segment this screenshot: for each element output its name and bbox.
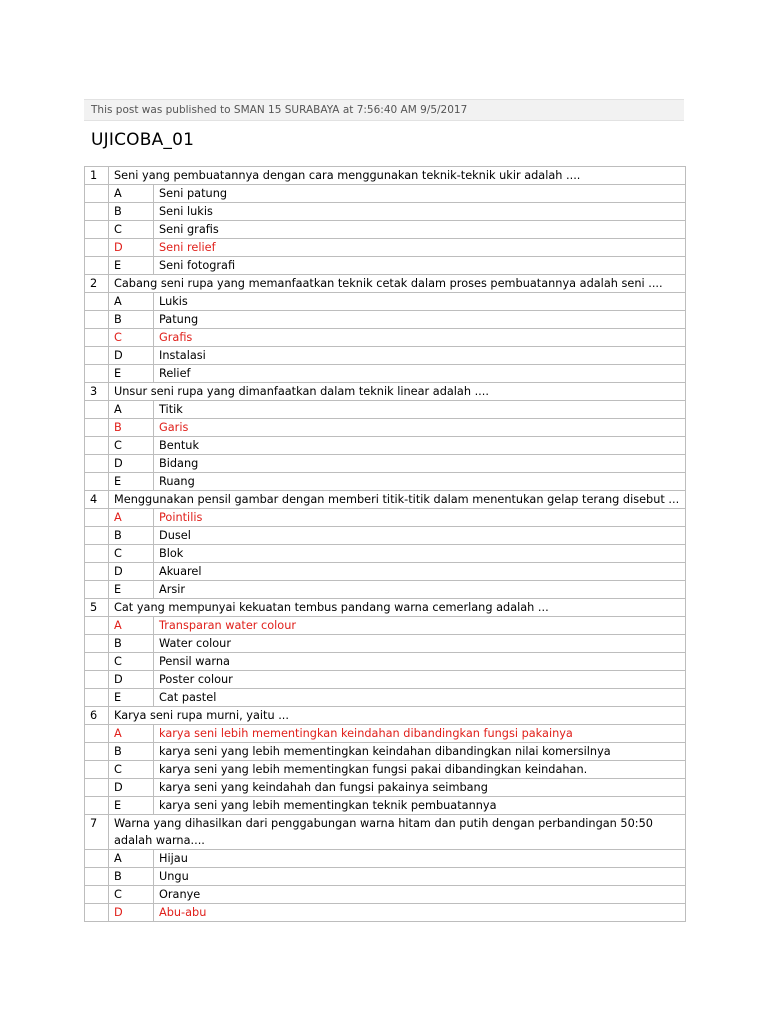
option-text: karya seni yang lebih mementingkan keindahan dibandingkan nilai komersilnya [154, 743, 686, 761]
option-row [85, 850, 686, 868]
option-spacer-cell [85, 257, 109, 275]
option-row-correct [85, 725, 686, 743]
option-text: karya seni yang keindahah dan fungsi pakainya seimbang [154, 779, 686, 797]
option-letter: C [109, 761, 154, 779]
option-letter: D [109, 455, 154, 473]
question-text: Seni yang pembuatannya dengan cara menggunakan teknik-teknik ukir adalah .... [109, 167, 686, 185]
option-spacer-cell [85, 868, 109, 886]
option-spacer-cell [85, 671, 109, 689]
option-spacer-cell [85, 311, 109, 329]
option-text: Lukis [154, 293, 686, 311]
option-text: karya seni yang lebih mementingkan fungsi pakai dibandingkan keindahan. [154, 761, 686, 779]
option-spacer-cell [85, 401, 109, 419]
question-text: Unsur seni rupa yang dimanfaatkan dalam teknik linear adalah .... [109, 383, 686, 401]
option-text: Patung [154, 311, 686, 329]
option-spacer-cell [85, 581, 109, 599]
option-text: Seni grafis [154, 221, 686, 239]
option-row [85, 581, 686, 599]
option-letter: C [109, 886, 154, 904]
question-text: Cat yang mempunyai kekuatan tembus pandang warna cemerlang adalah ... [109, 599, 686, 617]
option-row [85, 635, 686, 653]
option-text: Relief [154, 365, 686, 383]
option-text: Seni patung [154, 185, 686, 203]
question-number: 3 [85, 383, 109, 401]
question-number: 7 [85, 815, 109, 850]
question-number: 5 [85, 599, 109, 617]
option-row [85, 689, 686, 707]
option-letter: A [109, 185, 154, 203]
question-number: 6 [85, 707, 109, 725]
option-letter: C [109, 221, 154, 239]
question-row [85, 491, 686, 509]
option-row [85, 185, 686, 203]
quiz-table-body [85, 167, 686, 922]
option-row-correct [85, 329, 686, 347]
option-spacer-cell [85, 545, 109, 563]
option-spacer-cell [85, 527, 109, 545]
option-spacer-cell [85, 437, 109, 455]
option-row [85, 437, 686, 455]
option-row [85, 671, 686, 689]
option-letter: E [109, 257, 154, 275]
option-spacer-cell [85, 689, 109, 707]
option-text: Transparan water colour [154, 617, 686, 635]
option-letter: B [109, 743, 154, 761]
option-row [85, 365, 686, 383]
option-spacer-cell [85, 743, 109, 761]
option-row [85, 868, 686, 886]
option-spacer-cell [85, 797, 109, 815]
option-spacer-cell [85, 509, 109, 527]
option-letter: A [109, 401, 154, 419]
question-number: 2 [85, 275, 109, 293]
option-row [85, 886, 686, 904]
question-row [85, 599, 686, 617]
option-letter: B [109, 311, 154, 329]
document-title: UJICOBA_01 [91, 130, 195, 150]
option-text: Ungu [154, 868, 686, 886]
option-spacer-cell [85, 563, 109, 581]
option-text: Pensil warna [154, 653, 686, 671]
option-letter: A [109, 509, 154, 527]
option-row [85, 293, 686, 311]
option-text: Abu-abu [154, 904, 686, 922]
question-row [85, 383, 686, 401]
option-letter: B [109, 203, 154, 221]
option-letter: A [109, 725, 154, 743]
question-number: 1 [85, 167, 109, 185]
option-letter: E [109, 365, 154, 383]
option-row [85, 563, 686, 581]
option-text: Oranye [154, 886, 686, 904]
option-row [85, 401, 686, 419]
option-text: Arsir [154, 581, 686, 599]
option-row [85, 797, 686, 815]
option-letter: A [109, 293, 154, 311]
option-text: Hijau [154, 850, 686, 868]
option-spacer-cell [85, 473, 109, 491]
question-text: Karya seni rupa murni, yaitu ... [109, 707, 686, 725]
option-spacer-cell [85, 239, 109, 257]
option-row [85, 527, 686, 545]
option-spacer-cell [85, 850, 109, 868]
option-row [85, 347, 686, 365]
option-spacer-cell [85, 293, 109, 311]
option-letter: D [109, 904, 154, 922]
option-text: Pointilis [154, 509, 686, 527]
option-text: karya seni yang lebih mementingkan teknik pembuatannya [154, 797, 686, 815]
option-text: Seni lukis [154, 203, 686, 221]
option-letter: C [109, 545, 154, 563]
option-row [85, 311, 686, 329]
option-row [85, 455, 686, 473]
option-spacer-cell [85, 761, 109, 779]
question-text: Cabang seni rupa yang memanfaatkan teknik cetak dalam proses pembuatannya adalah seni .... [109, 275, 686, 293]
option-spacer-cell [85, 904, 109, 922]
option-row [85, 779, 686, 797]
option-spacer-cell [85, 653, 109, 671]
question-text: Menggunakan pensil gambar dengan memberi titik-titik dalam menentukan gelap terang disebut ... [109, 491, 686, 509]
option-letter: B [109, 527, 154, 545]
option-text: Poster colour [154, 671, 686, 689]
option-spacer-cell [85, 455, 109, 473]
quiz-table [84, 166, 686, 922]
question-row [85, 815, 686, 850]
option-letter: A [109, 617, 154, 635]
question-number: 4 [85, 491, 109, 509]
option-text: Dusel [154, 527, 686, 545]
option-text: Cat pastel [154, 689, 686, 707]
option-row [85, 221, 686, 239]
option-spacer-cell [85, 203, 109, 221]
option-letter: A [109, 850, 154, 868]
option-spacer-cell [85, 329, 109, 347]
option-letter: B [109, 635, 154, 653]
option-row [85, 473, 686, 491]
option-text: Instalasi [154, 347, 686, 365]
option-row [85, 257, 686, 275]
option-row-correct [85, 509, 686, 527]
option-text: karya seni lebih mementingkan keindahan dibandingkan fungsi pakainya [154, 725, 686, 743]
option-text: Ruang [154, 473, 686, 491]
option-text: Grafis [154, 329, 686, 347]
option-spacer-cell [85, 419, 109, 437]
option-spacer-cell [85, 635, 109, 653]
option-spacer-cell [85, 347, 109, 365]
option-text: Garis [154, 419, 686, 437]
option-text: Seni relief [154, 239, 686, 257]
option-letter: E [109, 797, 154, 815]
option-letter: D [109, 563, 154, 581]
option-row [85, 545, 686, 563]
option-spacer-cell [85, 185, 109, 203]
question-row [85, 707, 686, 725]
option-letter: E [109, 689, 154, 707]
option-spacer-cell [85, 617, 109, 635]
option-row [85, 761, 686, 779]
option-spacer-cell [85, 779, 109, 797]
option-text: Seni fotografi [154, 257, 686, 275]
option-row-correct [85, 239, 686, 257]
option-text: Akuarel [154, 563, 686, 581]
option-letter: E [109, 473, 154, 491]
publish-info-banner: This post was published to SMAN 15 SURABAYA at 7:56:40 AM 9/5/2017 [84, 99, 684, 121]
option-letter: B [109, 868, 154, 886]
option-letter: D [109, 239, 154, 257]
option-row [85, 743, 686, 761]
question-row [85, 275, 686, 293]
option-letter: C [109, 653, 154, 671]
option-row-correct [85, 904, 686, 922]
question-row [85, 167, 686, 185]
option-letter: C [109, 329, 154, 347]
option-row-correct [85, 617, 686, 635]
option-row [85, 653, 686, 671]
option-row [85, 203, 686, 221]
option-letter: E [109, 581, 154, 599]
option-letter: C [109, 437, 154, 455]
option-letter: D [109, 347, 154, 365]
option-letter: D [109, 671, 154, 689]
option-letter: D [109, 779, 154, 797]
question-text: Warna yang dihasilkan dari penggabungan warna hitam dan putih dengan perbandingan 50:50 adalah warna.... [109, 815, 686, 850]
option-text: Titik [154, 401, 686, 419]
option-spacer-cell [85, 725, 109, 743]
option-spacer-cell [85, 365, 109, 383]
option-text: Bentuk [154, 437, 686, 455]
option-letter: B [109, 419, 154, 437]
option-spacer-cell [85, 886, 109, 904]
option-text: Water colour [154, 635, 686, 653]
option-text: Bidang [154, 455, 686, 473]
option-row-correct [85, 419, 686, 437]
option-text: Blok [154, 545, 686, 563]
option-spacer-cell [85, 221, 109, 239]
